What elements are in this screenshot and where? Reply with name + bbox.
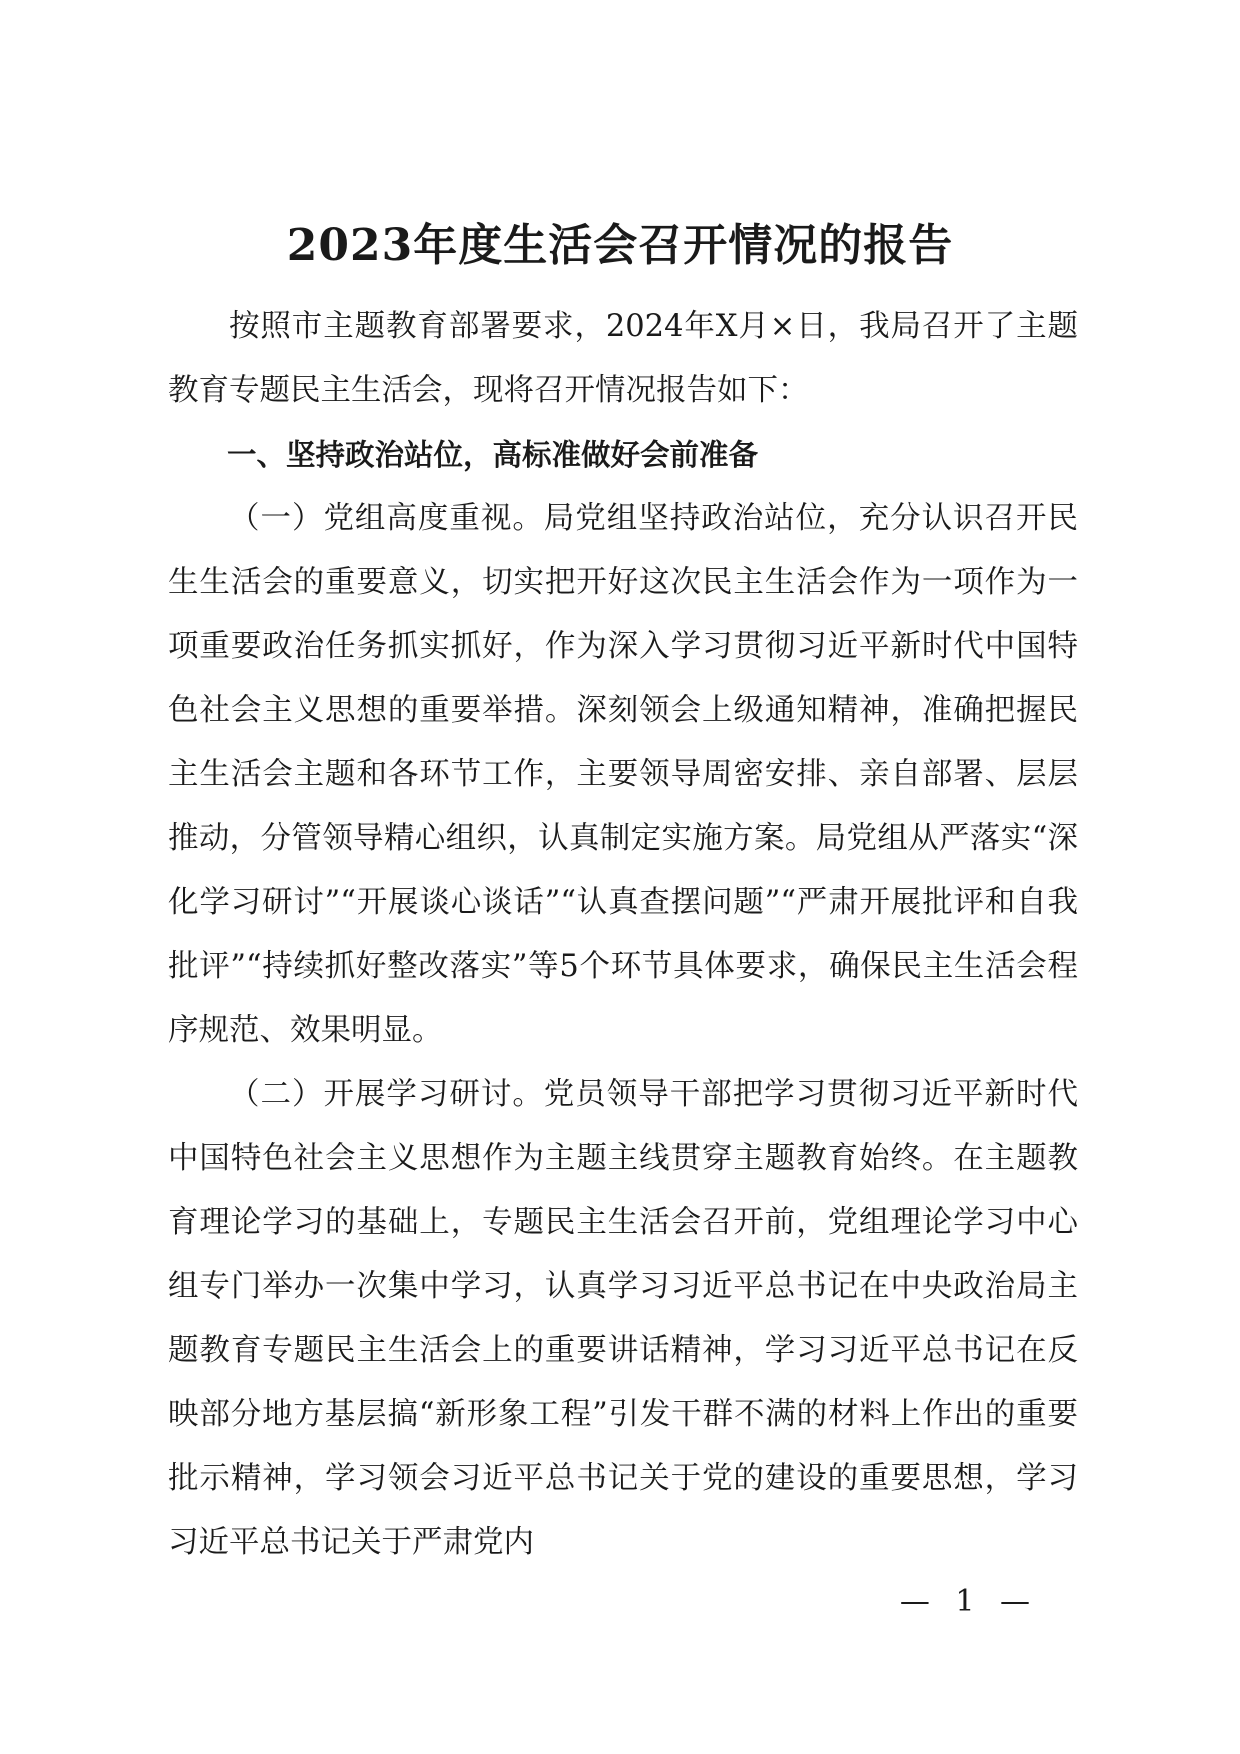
document-body [168, 295, 1078, 1575]
paragraph-party-attention: （一）党组高度重视。局党组坚持政治站位，充分认识召开民生生活会的重要意义，切实把开好这次民主生活会作为一项作为一项重要政治任务抓实抓好，作为深入学习贯彻习近平新时代中国特色社会主义思想的重要举措。深刻领会上级通知精神，准确把握民主生活会主题和各环节工作，主要领导周密安排、亲自部署、层层推动，分管领导精心组织，认真制定实施方案。局党组从严落实“深化学习研讨”“开展谈心谈话”“认真查摆问题”“严肃开展批评和自我批评”“持续抓好整改落实”等5个环节具体要求，确保民主生活会程序规范、效果明显。 [168, 501, 1078, 1048]
page-number: — 1 — [899, 1584, 1038, 1619]
section-heading-1: 一、坚持政治站位，高标准做好会前准备 [227, 438, 759, 472]
document-title: 2023年度生活会召开情况的报告 [286, 220, 954, 271]
intro-paragraph: 按照市主题教育部署要求，2024年X月×日，我局召开了主题教育专题民主生活会，现将召开情况报告如下： [168, 309, 1078, 408]
paragraph-study-discussion: （二）开展学习研讨。党员领导干部把学习贯彻习近平新时代中国特色社会主义思想作为主题主线贯穿主题教育始终。在主题教育理论学习的基础上，专题民主生活会召开前，党组理论学习中心组专门举办一次集中学习，认真学习习近平总书记在中央政治局主题教育专题民主生活会上的重要讲话精神，学习习近平总书记在反映部分地方基层搞“新形象工程”引发干群不满的材料上作出的重要批示精神，学习领会习近平总书记关于党的建设的重要思想，学习习近平总书记关于严肃党内 [168, 1077, 1078, 1560]
